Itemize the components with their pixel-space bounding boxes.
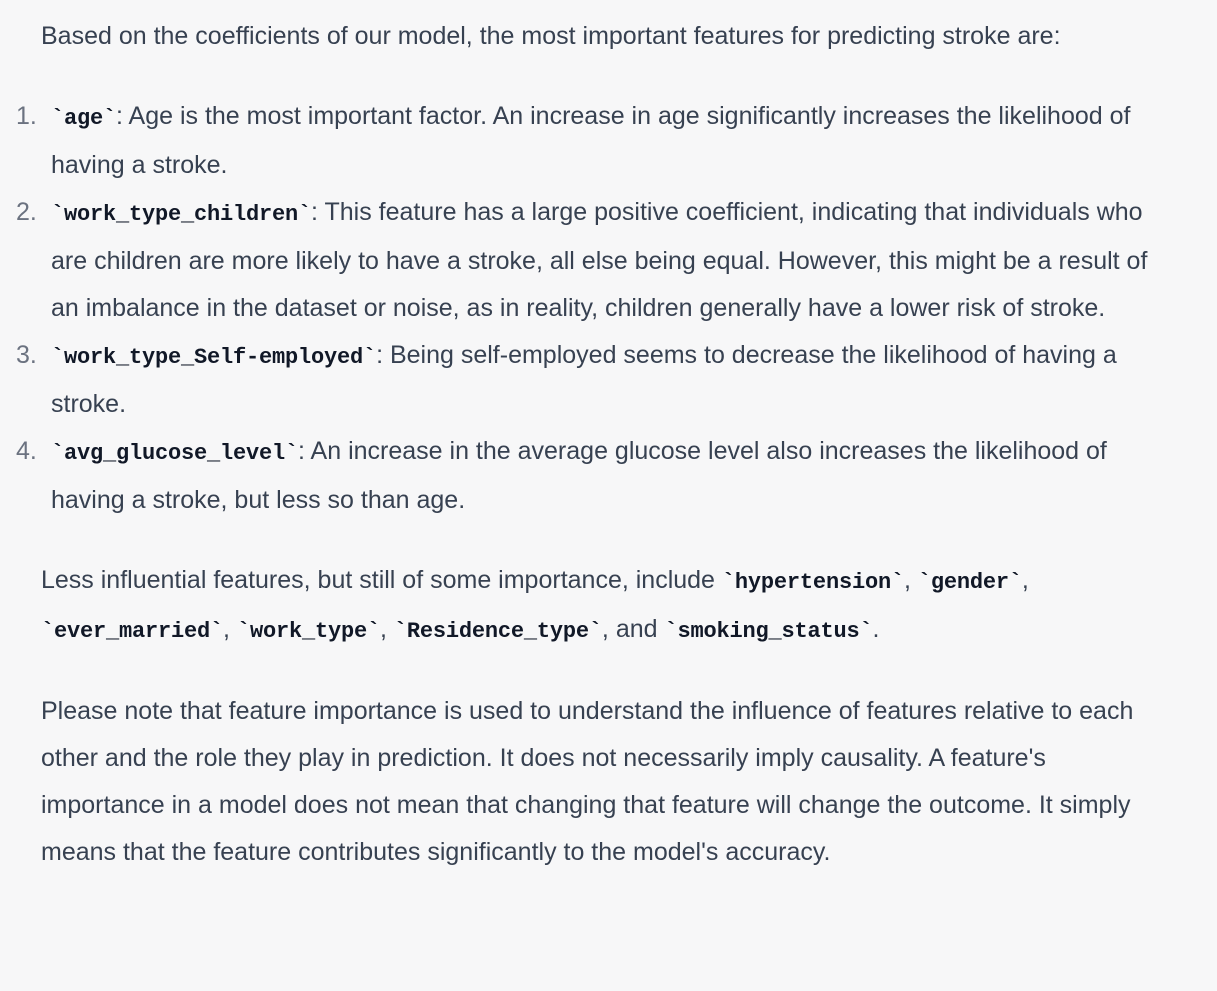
- list-item: [16, 189, 1151, 332]
- inline-code: `work_type_children`: [51, 202, 312, 227]
- note-paragraph: Please note that feature importance is used to understand the influence of features relative to each other and the role they play in prediction. It does not necessarily imply causality. A feature's importance in a model does not mean that changing that feature will change the outcome. It simply means that the feature contributes significantly to the model's accuracy.: [41, 697, 1134, 866]
- list-item-text: : Being self-employed seems to decrease the likelihood of having a stroke.: [51, 341, 1117, 418]
- separator: ,: [903, 566, 918, 594]
- intro-paragraph: Based on the coefficients of our model, the most important features for predicting stroke are:: [41, 22, 1061, 50]
- separator: ,: [1021, 566, 1029, 594]
- less-influential-paragraph: [41, 557, 1151, 655]
- list-number: 1.: [16, 102, 37, 130]
- list-number: 3.: [16, 341, 37, 369]
- inline-code: `work_type_Self-employed`: [51, 345, 377, 370]
- feature-list: [16, 93, 1151, 524]
- list-item-text: : An increase in the average glucose level also increases the likelihood of having a stroke, but less so than age.: [51, 437, 1107, 514]
- inline-code: `work_type`: [236, 619, 380, 644]
- separator: , and: [601, 615, 665, 643]
- inline-code: `age`: [51, 106, 117, 131]
- list-item: [16, 93, 1151, 189]
- inline-code: `Residence_type`: [393, 619, 602, 644]
- separator: .: [872, 615, 880, 643]
- list-item-text: : This feature has a large positive coefficient, indicating that individuals who are children are more likely to have a stroke, all else being equal. However, this might be a result of an imbalance in the dataset or noise, as in reality, children generally have a lower risk of stroke.: [51, 198, 1148, 322]
- inline-code: `avg_glucose_level`: [51, 441, 299, 466]
- separator: ,: [379, 615, 394, 643]
- list-item: [16, 332, 1151, 428]
- paragraph-text: Less influential features, but still of some importance, include: [41, 566, 722, 594]
- assistant-message: [16, 13, 1151, 876]
- list-number: 2.: [16, 198, 37, 226]
- inline-code: `gender`: [917, 570, 1022, 595]
- inline-code: `smoking_status`: [664, 619, 873, 644]
- inline-code: `ever_married`: [41, 619, 224, 644]
- list-number: 4.: [16, 437, 37, 465]
- list-item-text: : Age is the most important factor. An increase in age significantly increases the likelihood of having a stroke.: [51, 102, 1131, 179]
- list-item: [16, 428, 1151, 524]
- inline-code: `hypertension`: [721, 570, 904, 595]
- separator: ,: [223, 615, 237, 643]
